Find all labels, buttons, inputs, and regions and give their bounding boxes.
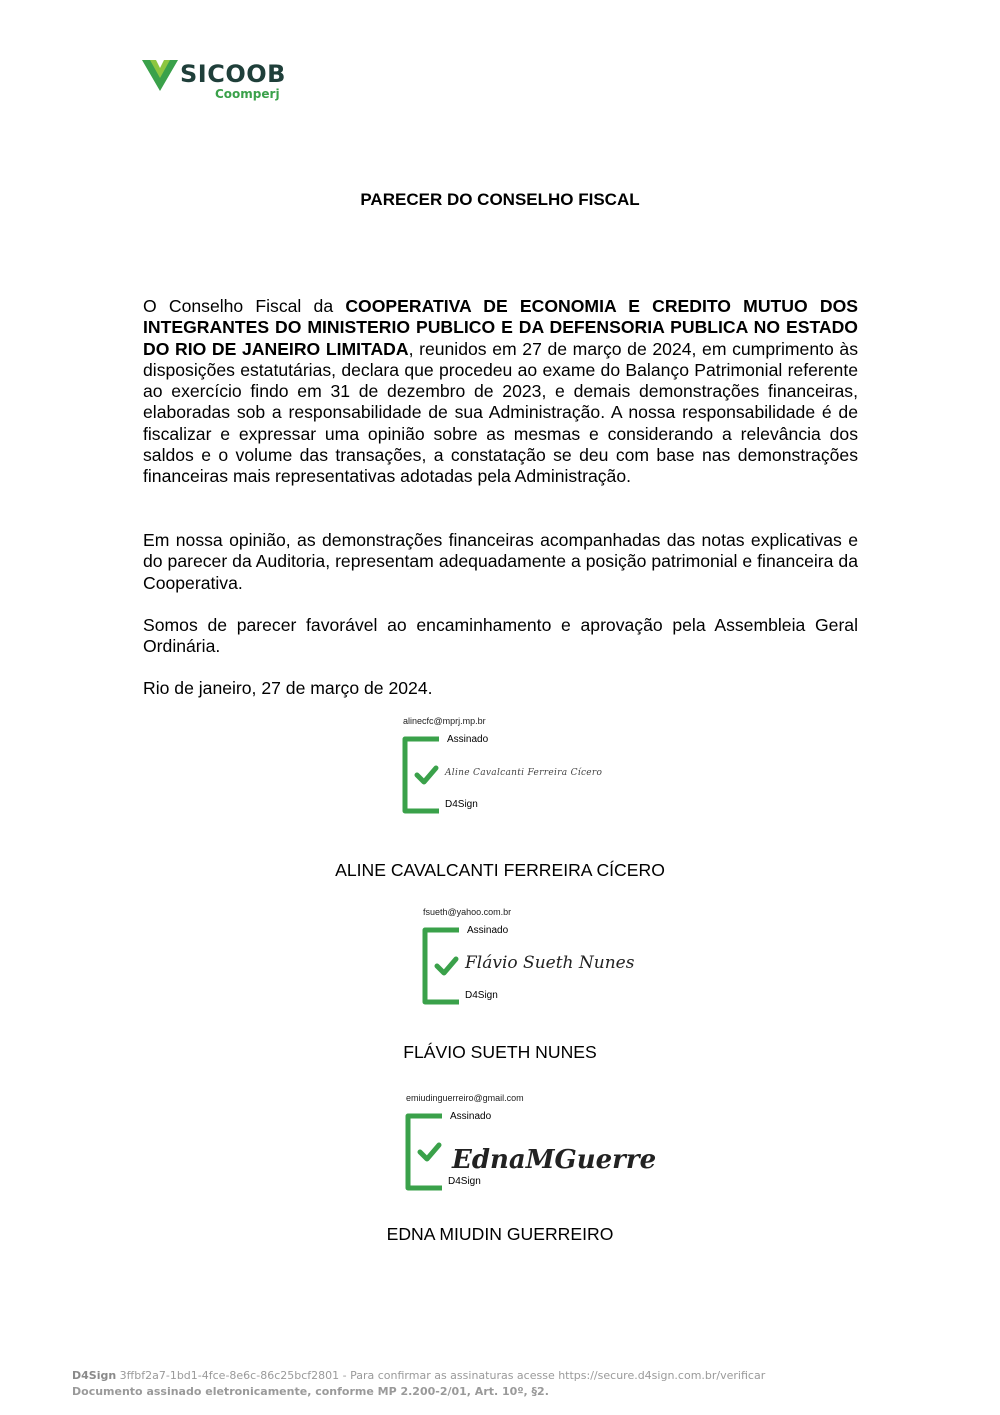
signer-name-3: EDNA MIUDIN GUERREIRO (386, 1224, 614, 1244)
logo-subtitle: Coomperj (215, 87, 280, 101)
signature-provider: D4Sign (445, 799, 478, 810)
signer-name-1: ALINE CAVALCANTI FERREIRA CÍCERO (335, 860, 665, 880)
cooperative-name: COOPERATIVA DE ECONOMIA E CREDITO MUTUO DOS INTEGRANTES DO MINISTERIO PUBLICO E DA DEFENSORIA PUBLICA NO ESTADO DO RIO DE JANEIRO LIMITADA (143, 296, 858, 359)
signer-email: alinecfc@mprj.mp.br (403, 716, 486, 726)
document-title: PARECER DO CONSELHO FISCAL (360, 190, 640, 209)
paragraph-2: Em nossa opinião, as demonstrações financeiras acompanhadas das notas explicativas e do parecer da Auditoria, representam adequadamente a posição patrimonial e financeira da Cooperativa. (143, 530, 858, 593)
footer-legal-note: Documento assinado eletronicamente, conforme MP 2.200-2/01, Art. 10º, §2. (72, 1385, 549, 1398)
paragraph-3: Somos de parecer favorável ao encaminhamento e aprovação pela Assembleia Geral Ordinária. (143, 615, 858, 657)
signer-name-2: FLÁVIO SUETH NUNES (403, 1042, 597, 1062)
handwritten-signature: Flávio Sueth Nunes (465, 953, 635, 973)
d4sign-bracket-icon (402, 1110, 448, 1194)
logo-brand: SICOOB (180, 60, 286, 88)
paragraph-1 (143, 296, 858, 488)
signed-status: Assinado (450, 1111, 492, 1122)
signed-status: Assinado (447, 734, 489, 745)
footer-verification-text: 3ffbf2a7-1bd1-4fce-8e6c-86c25bcf2801 - Para confirmar as assinaturas acesse https://secure.d4sign.com.br/verificar (116, 1369, 766, 1382)
d4sign-bracket-icon (399, 733, 445, 817)
signer-email: fsueth@yahoo.com.br (423, 907, 512, 917)
sicoob-logo (142, 58, 292, 104)
footer-verification (72, 1369, 765, 1383)
paragraph-1-rest: , reunidos em 27 de março de 2024, em cumprimento às disposições estatutárias, declara que procedeu ao exame do Balanço Patrimonial referente ao exercício findo em 31 de dezembro de 2023, e demais demonstrações financeiras, elaboradas sob a responsabilidade de sua Administração. A nossa responsabilidade é de fiscalizar e expressar uma opinião sobre as mesmas e considerando a relevância dos saldos e o volume das transações, a constatação se deu com base nas demonstrações financeiras mais representativas adotadas pela Administração. (143, 338, 859, 487)
signature-stamp-2 (423, 907, 683, 1027)
signature-stamp-3 (406, 1093, 666, 1213)
signer-email: emiudinguerreiro@gmail.com (406, 1093, 524, 1103)
signature-provider: D4Sign (465, 990, 498, 1001)
signature-stamp-1 (403, 716, 663, 836)
check-icon (420, 1145, 439, 1159)
d4sign-bracket-icon (419, 924, 465, 1008)
check-icon (437, 959, 456, 973)
signature-provider: D4Sign (448, 1176, 481, 1187)
signed-status: Assinado (467, 925, 509, 936)
handwritten-signature: Aline Cavalcanti Ferreira Cícero (445, 768, 603, 778)
sicoob-logo-icon (142, 58, 178, 92)
check-icon (417, 768, 436, 782)
handwritten-signature: EdnaMGuerre (452, 1145, 657, 1175)
place-date: Rio de janeiro, 27 de março de 2024. (143, 678, 433, 698)
footer-brand: D4Sign (72, 1369, 117, 1382)
paragraph-1-intro: O Conselho Fiscal da (143, 296, 346, 316)
